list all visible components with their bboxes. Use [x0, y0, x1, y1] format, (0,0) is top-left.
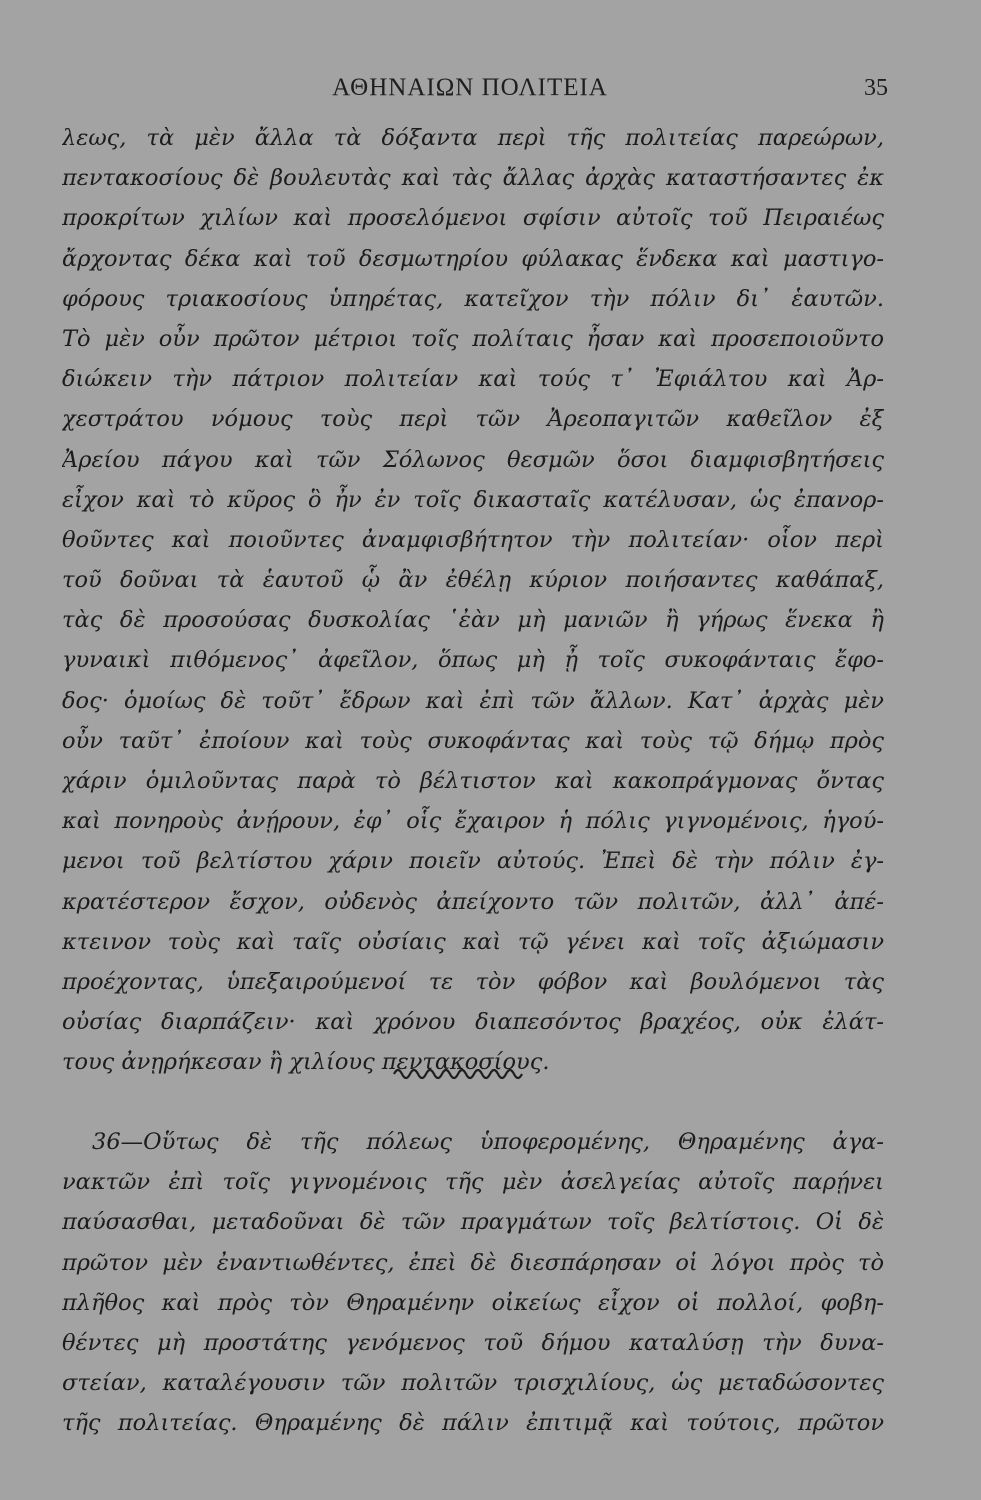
text-line: κρατέστερον ἔσχον, οὐδενὸς ἀπείχοντο τῶν πολιτῶν, ἀλλ᾽ ἀπέ-: [62, 888, 884, 915]
text-line: χεστράτου νόμους τοὺς περὶ τῶν Ἀρεοπαγιτῶν καθεῖλον ἐξ: [62, 406, 884, 433]
text-line: δος· ὁμοίως δὲ τοῦτ᾽ ἔδρων καὶ ἐπὶ τῶν ἄλλων. Κατ᾽ ἀρχὰς μὲν: [62, 687, 884, 714]
text-line: προκρίτων χιλίων καὶ προσελόμενοι σφίσιν αὐτοῖς τοῦ Πειραιέως: [62, 205, 884, 232]
text-line: Ἀρείου πάγου καὶ τῶν Σόλωνος θεσμῶν ὅσοι διαμφισβητήσεις: [62, 446, 884, 473]
text-line: παύσασθαι, μεταδοῦναι δὲ τῶν πραγμάτων τοῖς βελτίστοις. Οἱ δὲ: [62, 1209, 884, 1236]
running-header: [0, 70, 981, 110]
text-line: διώκειν τὴν πάτριον πολιτείαν καὶ τούς τ᾽ Ἐφιάλτου καὶ Ἀρ-: [62, 366, 884, 393]
text-line: μενοι τοῦ βελτίστου χάριν ποιεῖν αὐτούς. Ἐπεὶ δὲ τὴν πόλιν ἐγ-: [62, 848, 884, 875]
text-line: πλῆθος καὶ πρὸς τὸν Θηραμένην οἰκείως εἶχον οἱ πολλοί, φοβη-: [62, 1289, 884, 1316]
text-line: θέντες μὴ προστάτης γενόμενος τοῦ δήμου καταλύσῃ τὴν δυνα-: [62, 1329, 884, 1356]
text-line: 36—Οὕτως δὲ τῆς πόλεως ὑποφερομένης, Θηραμένης ἀγα-: [92, 1129, 884, 1155]
text-line: ἄρχοντας δέκα καὶ τοῦ δεσμωτηρίου φύλακας ἕνδεκα καὶ μαστιγο-: [62, 245, 884, 272]
text-line: νακτῶν ἐπὶ τοῖς γιγνομένοις τῆς μὲν ἀσελγείας αὐτοῖς παρῄνει: [62, 1169, 884, 1196]
text-line: τοῦ δοῦναι τὰ ἑαυτοῦ ᾧ ἂν ἐθέλῃ κύριον ποιήσαντες καθάπαξ,: [62, 567, 884, 594]
text-line: προέχοντας, ὑπεξαιρούμενοί τε τὸν φόβον καὶ βουλόμενοι τὰς: [62, 968, 884, 995]
text-line: θοῦντες καὶ ποιοῦντες ἀναμφισβήτητον τὴν πολιτείαν· οἷον περὶ: [62, 526, 884, 553]
text-line: καὶ πονηροὺς ἀνῄρουν, ἐφ᾽ οἷς ἔχαιρον ἡ πόλις γιγνομένοις, ἡγού-: [62, 808, 884, 835]
text-line: πρῶτον μὲν ἐναντιωθέντες, ἐπεὶ δὲ διεσπάρησαν οἱ λόγοι πρὸς τὸ: [62, 1249, 884, 1276]
text-line: λεως, τὰ μὲν ἄλλα τὰ δόξαντα περὶ τῆς πολιτείας παρεώρων,: [62, 125, 884, 151]
text-line: γυναικὶ πιθόμενος᾽ ἀφεῖλον, ὅπως μὴ ᾖ τοῖς συκοφάνταις ἔφο-: [62, 647, 884, 674]
text-line: Τὸ μὲν οὖν πρῶτον μέτριοι τοῖς πολίταις ἦσαν καὶ προσεποιοῦντο: [62, 325, 884, 352]
text-line: πεντακοσίους δὲ βουλευτὰς καὶ τὰς ἄλλας ἀρχὰς καταστήσαντες ἐκ: [62, 165, 884, 192]
text-line: τῆς πολιτείας. Θηραμένης δὲ πάλιν ἐπιτιμᾷ καὶ τούτοις, πρῶτον: [62, 1410, 884, 1437]
wavy-rule-ornament-icon: [390, 1060, 530, 1084]
text-line: φόρους τριακοσίους ὑπηρέτας, κατεῖχον τὴν πόλιν δι᾽ ἑαυτῶν.: [62, 285, 884, 312]
page-number: 35: [864, 75, 888, 101]
text-line: οὖν ταῦτ᾽ ἐποίουν καὶ τοὺς συκοφάντας καὶ τοὺς τῷ δήμῳ πρὸς: [62, 727, 884, 754]
text-line: οὐσίας διαρπάζειν· καὶ χρόνου διαπεσόντος βραχέος, οὐκ ἐλάτ-: [62, 1009, 884, 1036]
running-title: ΑΘΗΝΑΙΩΝ ΠΟΛΙΤΕΙΑ: [332, 74, 608, 101]
text-line: στείαν, καταλέγουσιν τῶν πολιτῶν τρισχιλίους, ὡς μεταδώσοντες: [62, 1370, 884, 1397]
section-36-paragraph: [62, 1122, 884, 1444]
text-line: κτεινον τοὺς καὶ ταῖς οὐσίαις καὶ τῷ γένει καὶ τοῖς ἀξιώμασιν: [62, 928, 884, 955]
text-line: τὰς δὲ προσούσας δυσκολίας ῾ἐὰν μὴ μανιῶν ἢ γήρως ἕνεκα ἢ: [62, 607, 884, 634]
text-line: χάριν ὁμιλοῦντας παρὰ τὸ βέλτιστον καὶ κακοπράγμονας ὄντας: [62, 768, 884, 794]
paragraph-continued: [62, 118, 884, 1083]
text-line: τους ἀνῃρήκεσαν ἢ χιλίους πεντακοσίους.: [62, 1049, 550, 1076]
text-line: εἶχον καὶ τὸ κῦρος ὃ ἦν ἐν τοῖς δικασταῖς κατέλυσαν, ὡς ἐπανορ-: [62, 486, 884, 513]
